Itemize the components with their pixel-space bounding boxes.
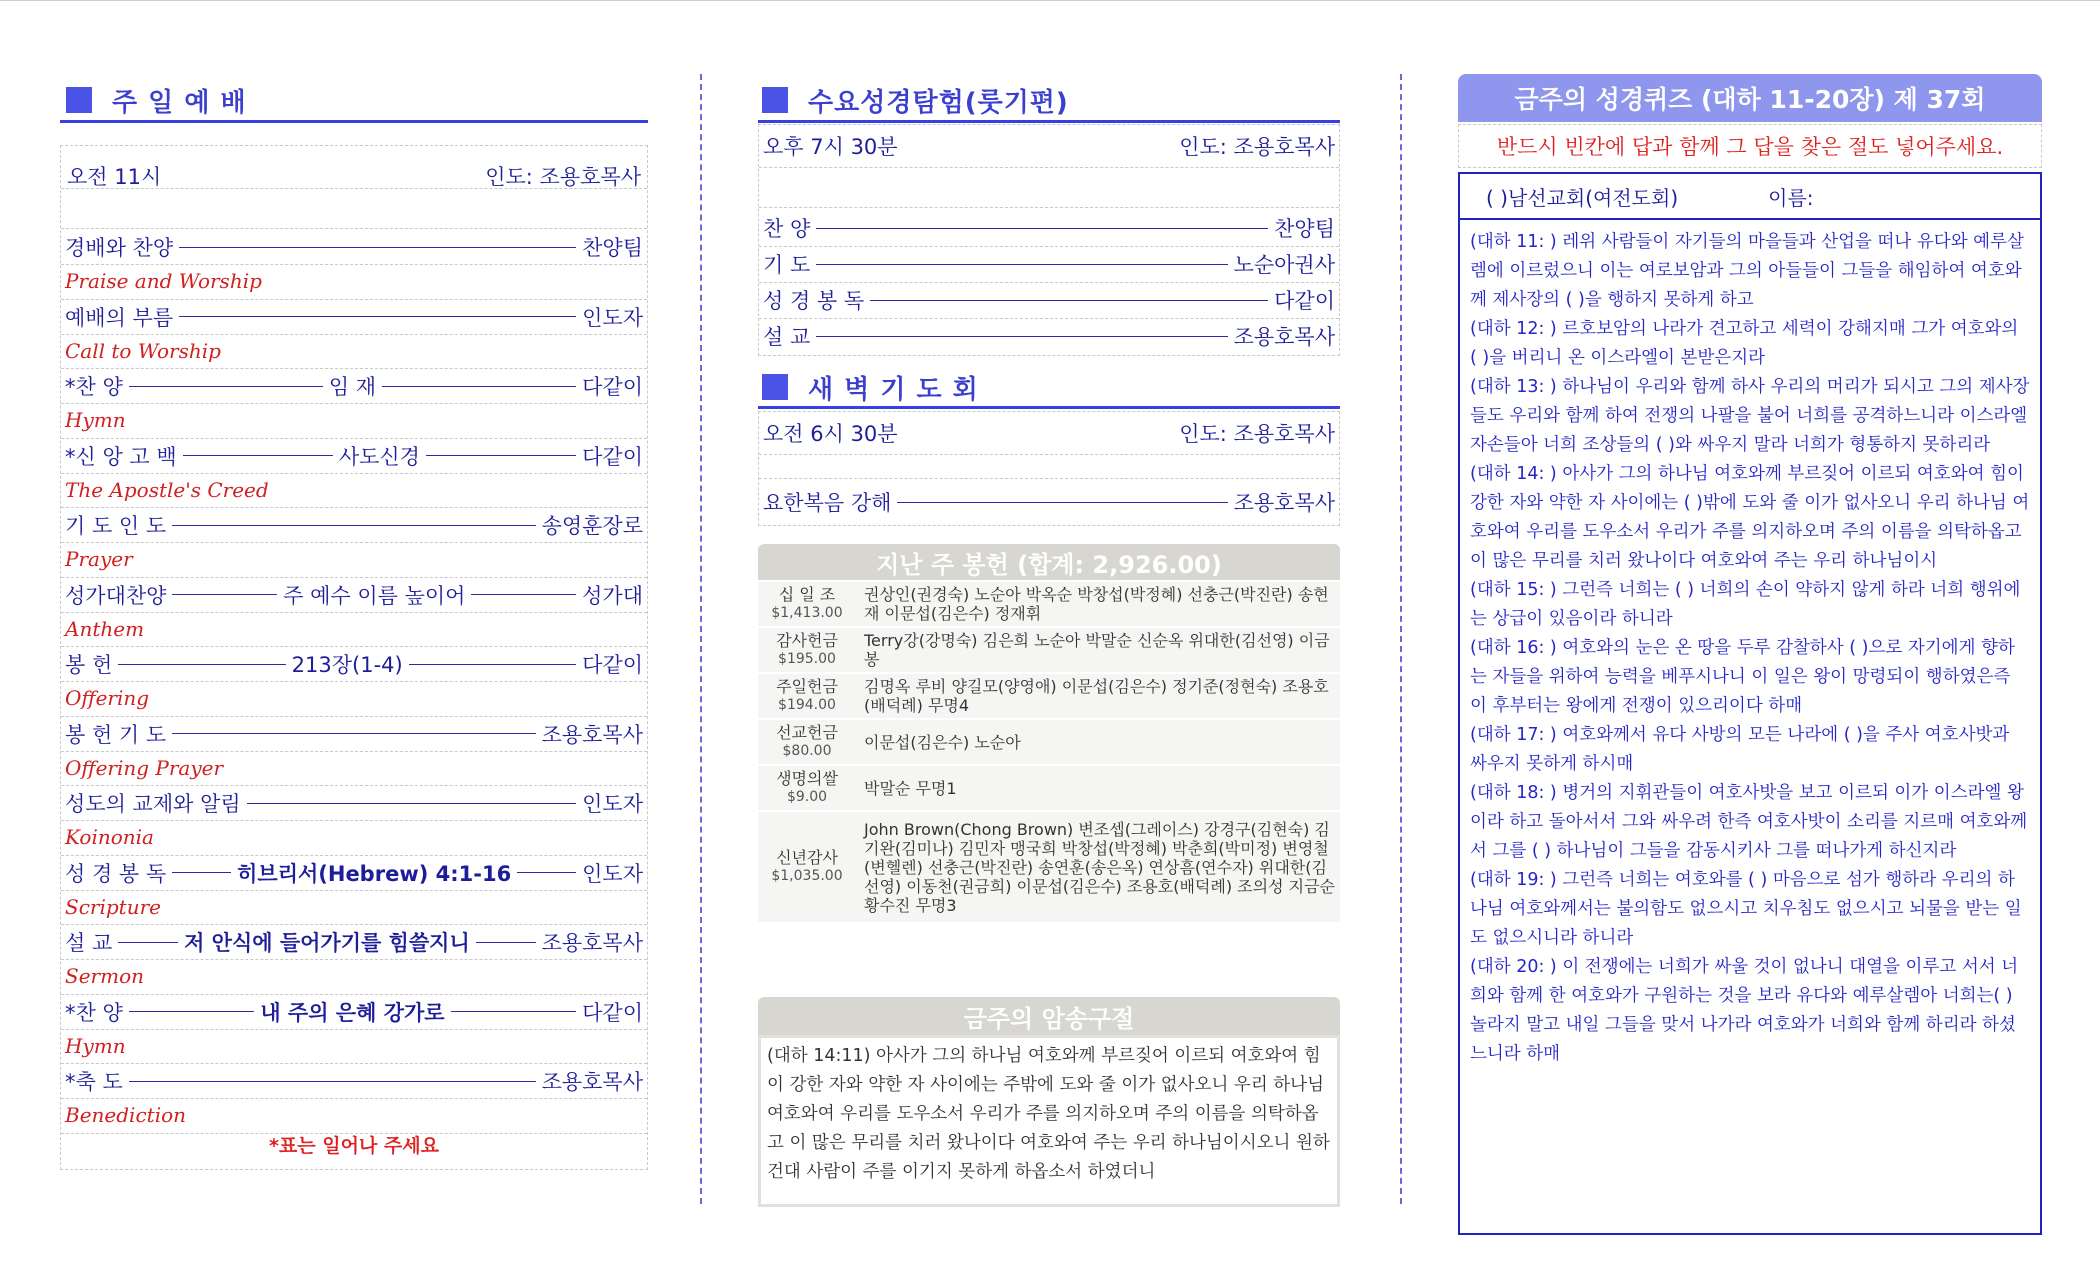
leader-line [183, 455, 333, 456]
offering-label: 십 일 조 [778, 585, 836, 604]
memory-verse-text: (대하 14:11) 아사가 그의 하나님 여호와께 부르짖어 이르되 여호와여 힘이 강한 자와 약한 자 사이에는 주밖에 도와 줄 이가 없사오니 우리 하나님 여호와여 우리를 도우소서 우리가 주를 의지하오며 주의 이름을 의탁하옵고 이 많은 무리를 치러 왔나이다 여호와여 주는 우리 하나님이시오니 원하건대 사람이 주를 이기지 못하게 하옵소서 하였더니 [758, 1035, 1340, 1207]
order-item-title: 기 도 인 도 [65, 514, 167, 538]
offering-category [758, 766, 856, 810]
column-divider-1 [700, 74, 702, 1204]
leader-line [247, 803, 577, 804]
offering-names: John Brown(Chong Brown) 변조셉(그레이스) 강경구(김현숙) 김기완(김미나) 김민자 맹국희 박창섭(박정혜) 박춘희(박미정) 변영철(변헬렌) 선충근(박진란) 송연훈(송은옥) 연상흠(연수자) 위대한(김선영) 이동천(권금희) 이문섭(김은수) 조용호(배덕례) 조의성 지금순 황수진 무명3 [856, 812, 1340, 922]
offering-category [758, 812, 856, 922]
order-item [65, 1064, 643, 1098]
offering-amount: $195.00 [778, 651, 836, 667]
order-item-detail: 주 예수 이름 높이어 [283, 583, 466, 608]
order-item-leader: 다같이 [582, 653, 644, 677]
order-item-leader: 성가대 [582, 583, 643, 608]
section-square-icon [762, 374, 788, 400]
order-item-leader: 다같이 [582, 375, 644, 399]
leader-line [382, 386, 576, 387]
offering-row [758, 582, 1340, 626]
wednesday-order-item [763, 247, 1335, 281]
order-item-english: Praise and Worship [65, 269, 262, 293]
quiz-answer-box [1458, 172, 2042, 1235]
order-item-leader: 송영훈장로 [541, 514, 643, 538]
order-item-title: 경배와 찬양 [65, 236, 174, 260]
order-item-english: The Apostle's Creed [65, 477, 269, 502]
order-item-english: Call to Worship [65, 338, 221, 363]
leader-line [426, 455, 576, 456]
heading-rule [60, 120, 648, 123]
offering-heading: 지난 주 봉헌 (합계: 2,926.00) [758, 544, 1340, 580]
offering-row [758, 766, 1340, 810]
offering-amount: $80.00 [782, 743, 832, 759]
order-item-leader: 찬양팀 [1274, 217, 1335, 241]
order-item [65, 786, 643, 820]
order-item [65, 369, 643, 403]
order-item-english: Offering [65, 686, 150, 710]
quiz-instructions: 반드시 빈칸에 답과 함께 그 답을 찾은 절도 넣어주세요. [1458, 124, 2042, 168]
quiz-question[interactable]: (대하 19: ) 그런즉 너희는 여호와를 ( ) 마음으로 섬가 행하라 우리의 하나님 여호와께서는 불의함도 없으시고 치우침도 없으시고 뇌물을 받는 일도 없으시니라 하니라 [1470, 870, 2022, 948]
offering-label: 생명의쌀 [776, 769, 838, 788]
quiz-question[interactable]: (대하 15: ) 그런즉 너희는 ( ) 너희의 손이 약하지 않게 하라 너희 행위에는 상급이 있음이라 하니라 [1470, 580, 2021, 629]
order-item-leader: 인도자 [582, 861, 643, 886]
order-item-english: Koinonia [65, 825, 154, 849]
order-item [65, 508, 643, 542]
wednesday-time-row: 오후 7시 30분 인도: 조용호목사 [763, 135, 1335, 159]
order-item [65, 578, 643, 612]
leader-line [870, 300, 1268, 301]
order-item-title: 기 도 [763, 253, 811, 277]
leader-line [172, 594, 277, 595]
leader-line [471, 594, 576, 595]
offering-names: 박말순 무명1 [856, 766, 1340, 810]
offering-row [758, 628, 1340, 672]
quiz-question[interactable]: (대하 11: ) 레위 사람들이 자기들의 마을들과 산업을 떠나 유다와 예루살렘에 이르렀으니 이는 여로보암과 그의 아들들이 그들을 해임하여 여호와께 제사장의 ( )을 행하지 못하게 하고 [1470, 232, 2024, 310]
order-item-leader: 조용호목사 [1233, 325, 1335, 349]
offering-names: 권상인(권경숙) 노순아 박옥순 박창섭(박정혜) 선충근(박진란) 송현재 이문섭(김은수) 정재휘 [856, 582, 1340, 626]
leader-line [816, 228, 1268, 229]
leader-line [451, 1011, 577, 1012]
leader-line [517, 872, 576, 873]
quiz-question[interactable]: (대하 12: ) 르호보암의 나라가 견고하고 세력이 강해지매 그가 여호와의 ( )을 버리니 온 이스라엘이 본받은지라 [1470, 319, 2019, 368]
heading-rule [758, 120, 1340, 123]
order-item-title: 봉 헌 기 도 [65, 722, 167, 747]
order-item-leader: 다같이 [1274, 289, 1335, 313]
order-item-title: *축 도 [65, 1070, 123, 1094]
order-item-title: *신 앙 고 백 [65, 444, 177, 469]
offering-category [758, 582, 856, 626]
offering-amount: $194.00 [778, 697, 836, 713]
leader-line [179, 316, 576, 317]
leader-line [129, 1011, 255, 1012]
top-border [0, 0, 2100, 1]
order-item [65, 995, 643, 1029]
church-group-field[interactable]: ( )남선교회(여전도회) [1486, 185, 1679, 210]
leader-line [118, 664, 285, 665]
quiz-name-row [1460, 174, 2040, 220]
offering-label: 감사헌금 [776, 631, 838, 650]
leader-line [476, 942, 536, 943]
order-item-leader: 인도자 [582, 305, 643, 330]
quiz-question-list [1470, 228, 2030, 1069]
quiz-question[interactable]: (대하 13: ) 하나님이 우리와 함께 하사 우리의 머리가 되시고 그의 제사장들도 우리와 함께 하여 전쟁의 나팔을 불어 너희를 공격하느니라 이스라엘 자손들아 너희 조상들의 ( )와 싸우지 말라 너희가 형통하지 못하리라 [1470, 377, 2030, 455]
offering-amount: $1,413.00 [771, 605, 843, 621]
order-item-english: Hymn [65, 1033, 126, 1058]
leader-line [172, 872, 231, 873]
leader-line [129, 1081, 536, 1082]
order-item-title: 예배의 부름 [65, 305, 174, 330]
standing-note: *표는 일어나 주세요 [269, 1135, 439, 1157]
offering-label: 신년감사 [776, 848, 838, 867]
leader-line [409, 664, 576, 665]
leader-line [129, 386, 323, 387]
order-item [65, 647, 643, 681]
order-item-leader: 조용호목사 [541, 931, 643, 955]
memory-verse-heading: 금주의 암송구절 [758, 997, 1340, 1035]
section-square-icon [762, 87, 788, 113]
leader-line [816, 336, 1227, 337]
order-item-title: 봉 헌 [65, 653, 113, 677]
order-item-leader: 다같이 [582, 444, 643, 469]
leader-line [172, 525, 535, 526]
order-item [65, 717, 643, 751]
section-square-icon [66, 87, 92, 113]
wednesday-heading: 수요성경탐험(룻기편) [762, 81, 1069, 119]
order-item-detail: 저 안식에 들어가기를 힘쓸지니 [184, 931, 470, 955]
dawn-prayer-heading: 새 벽 기 도 회 [762, 368, 979, 406]
order-item [65, 439, 643, 473]
order-item-leader: 노순아권사 [1233, 253, 1335, 277]
quiz-question[interactable]: (대하 18: ) 병거의 지휘관들이 여호사밧을 보고 이르되 이가 이스라엘 왕이라 하고 돌아서서 그와 싸우려 한즉 여호사밧이 소리를 지르매 여호와께서 그를 ( ) 하나님이 그들을 감동시키사 그를 떠나가게 하신지라 [1470, 783, 2028, 861]
dawn-time-row: 오전 6시 30분 인도: 조용호목사 [763, 422, 1335, 446]
offering-names: 이문섭(김은수) 노순아 [856, 720, 1340, 764]
quiz-question[interactable]: (대하 20: ) 이 전쟁에는 너희가 싸울 것이 없나니 대열을 이루고 서서 너희와 함께 한 여호와가 구원하는 것을 보라 유다와 예루살렘아 너희는( ) 놀라지 말고 내일 그들을 맞서 나가라 여호와가 너희와 함께 하리라 하셨느니라 하매 [1470, 957, 2019, 1064]
order-item-leader: 인도자 [582, 792, 643, 816]
offering-category [758, 720, 856, 764]
wednesday-order-item [763, 211, 1335, 245]
order-item-english: Hymn [65, 408, 126, 432]
order-item-detail: 히브리서(Hebrew) 4:1-16 [237, 861, 512, 886]
wednesday-order-item [763, 283, 1335, 317]
offering-row [758, 812, 1340, 922]
quiz-question[interactable]: (대하 14: ) 아사가 그의 하나님 여호와께 부르짖어 이르되 여호와여 힘이 강한 자와 약한 자 사이에는 ( )밖에 도와 줄 이가 없사오니 우리 하나님 여호와여 우리를 도우소서 우리가 주를 의지하오며 주의 이름을 의탁하옵고 이 많은 무리를 치러 왔나이다 여호와여 주는 우리 하나님이시 [1470, 464, 2030, 571]
order-item-english: Prayer [65, 547, 133, 571]
order-item-title: 성 경 봉 독 [763, 289, 865, 313]
offering-names: 김명옥 루비 양길모(양영애) 이문섭(김은수) 정기준(정현숙) 조용호(배덕례) 무명4 [856, 674, 1340, 718]
order-item-title: *찬 양 [65, 375, 123, 399]
order-item [65, 300, 643, 334]
offering-row [758, 674, 1340, 718]
quiz-question[interactable]: (대하 16: ) 여호와의 눈은 온 땅을 두루 감찰하사 ( )으로 자기에게 향하는 자들을 위하여 능력을 베푸시나니 이 일은 왕이 망령되이 행하였은즉 이 후부터는 왕에게 전쟁이 있으리이다 하매 [1470, 638, 2015, 716]
quiz-heading: 금주의 성경퀴즈 (대하 11-20장) 제 37회 [1458, 74, 2042, 122]
wednesday-box [758, 124, 1340, 356]
order-item-leader: 찬양팀 [582, 236, 643, 260]
leader-line [179, 247, 576, 248]
order-item-english: Anthem [65, 616, 145, 641]
order-item-title: *찬 양 [65, 1000, 123, 1025]
order-item-leader: 조용호목사 [541, 1070, 643, 1094]
order-item-english: Sermon [65, 964, 144, 988]
column-divider-2 [1400, 74, 1402, 1204]
service-time-row: 오전 11시 인도: 조용호목사 [67, 165, 641, 189]
order-item-english: Scripture [65, 894, 161, 919]
order-item-title: 성 경 봉 독 [65, 861, 167, 886]
order-item-english: Offering Prayer [65, 755, 224, 780]
order-item-title: 성가대찬양 [65, 583, 167, 608]
offering-category [758, 628, 856, 672]
leader-line [816, 264, 1227, 265]
quiz-question[interactable]: (대하 17: ) 여호와께서 유다 사방의 모든 나라에 ( )을 주사 여호사밧과 싸우지 못하게 하시매 [1470, 725, 2010, 774]
heading-rule [758, 406, 1340, 409]
order-item-title: 설 교 [763, 325, 811, 349]
offering-amount: $1,035.00 [771, 868, 843, 884]
leader-line [118, 942, 178, 943]
offering-label: 선교헌금 [776, 723, 838, 742]
offering-names: Terry강(강명숙) 김은희 노순아 박말순 신순옥 위대한(김선영) 이금봉 [856, 628, 1340, 672]
order-item-leader: 다같이 [582, 1000, 643, 1025]
name-field-label[interactable]: 이름: [1768, 185, 1814, 210]
offering-label: 주일헌금 [776, 677, 838, 696]
order-item-detail: 임 재 [328, 375, 377, 399]
order-item [65, 925, 643, 959]
dawn-box [758, 411, 1340, 526]
sunday-service-heading: 주 일 예 배 [66, 81, 247, 119]
wednesday-order-item [763, 319, 1335, 353]
order-item-detail: 내 주의 은혜 강가로 [260, 1000, 445, 1025]
leader-line [172, 733, 535, 734]
order-item-english: Benediction [65, 1103, 187, 1127]
order-item-leader: 조용호목사 [541, 722, 643, 747]
order-item [65, 230, 643, 264]
dawn-item-row: 요한복음 강해 조용호목사 [763, 491, 1335, 515]
sunday-order-box [60, 145, 648, 1170]
order-item-title: 설 교 [65, 931, 113, 955]
offering-amount: $9.00 [786, 789, 828, 805]
order-item [65, 856, 643, 890]
order-item-detail: 213장(1-4) [291, 653, 403, 677]
offering-category [758, 674, 856, 718]
order-item-title: 찬 양 [763, 217, 811, 241]
offering-row [758, 720, 1340, 764]
order-item-detail: 사도신경 [338, 444, 420, 469]
order-item-title: 성도의 교제와 알림 [65, 792, 241, 816]
